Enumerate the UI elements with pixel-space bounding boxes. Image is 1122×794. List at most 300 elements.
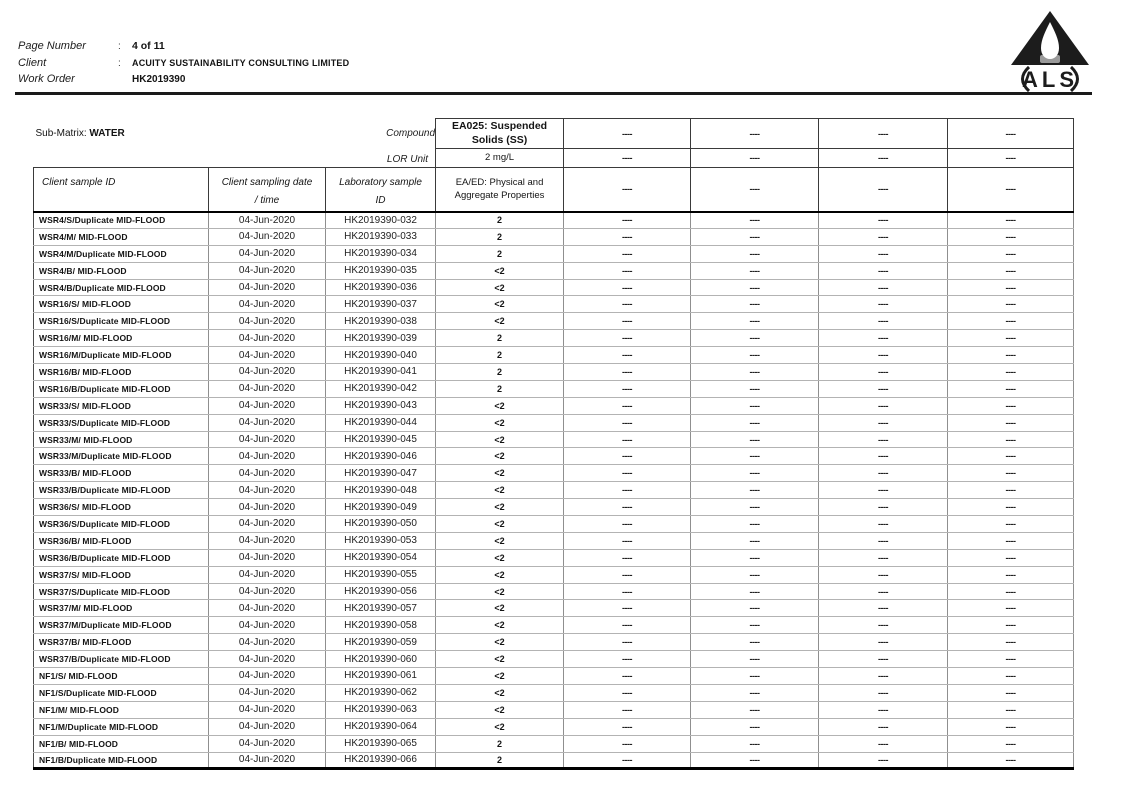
- dash-cell: ----: [948, 465, 1074, 482]
- dash-cell: ----: [691, 465, 819, 482]
- sampling-date-cell: 04-Jun-2020: [209, 245, 326, 262]
- result-value-cell: 2: [436, 364, 564, 381]
- dash-cell: ----: [564, 718, 691, 735]
- table-row: [34, 617, 1074, 634]
- sampling-date-cell: 04-Jun-2020: [209, 228, 326, 245]
- lab-sample-id-cell: HK2019390-055: [326, 566, 436, 583]
- dash-cell: ----: [691, 499, 819, 516]
- dash-cell: ----: [691, 212, 819, 229]
- page-number-label: Page Number: [18, 40, 86, 52]
- client-sample-id-cell: WSR16/M/ MID-FLOOD: [34, 330, 209, 347]
- dash-cell: ----: [691, 330, 819, 347]
- dash-cell: ----: [948, 600, 1074, 617]
- client-sample-id-cell: WSR37/B/Duplicate MID-FLOOD: [34, 651, 209, 668]
- client-sample-id-cell: WSR16/B/Duplicate MID-FLOOD: [34, 380, 209, 397]
- column-header-row: [34, 167, 1074, 212]
- dash-cell: ----: [691, 431, 819, 448]
- table-row: [34, 516, 1074, 533]
- client-sample-id-cell: WSR33/S/Duplicate MID-FLOOD: [34, 414, 209, 431]
- sampling-date-cell: 04-Jun-2020: [209, 684, 326, 701]
- dash-cell: ----: [819, 566, 948, 583]
- client-sample-id-cell: WSR37/S/Duplicate MID-FLOOD: [34, 583, 209, 600]
- client-sample-id-cell: WSR37/M/ MID-FLOOD: [34, 600, 209, 617]
- client-sample-id-cell: WSR36/S/Duplicate MID-FLOOD: [34, 516, 209, 533]
- result-value-cell: <2: [436, 313, 564, 330]
- dash-cell: ----: [948, 499, 1074, 516]
- dash-cell: ----: [691, 279, 819, 296]
- lab-sample-id-cell: HK2019390-060: [326, 651, 436, 668]
- result-value-cell: <2: [436, 465, 564, 482]
- dash-cell: ----: [691, 701, 819, 718]
- lab-sample-id-cell: HK2019390-061: [326, 668, 436, 685]
- dash-cell: ----: [948, 347, 1074, 364]
- sampling-date-cell: 04-Jun-2020: [209, 212, 326, 229]
- client-sample-id-cell: WSR33/B/Duplicate MID-FLOOD: [34, 482, 209, 499]
- analyte-lor-cell: 2 mg/L: [436, 149, 564, 168]
- dash-cell: ----: [819, 651, 948, 668]
- lab-sample-header-line2: ID: [375, 195, 386, 206]
- table-row: [34, 414, 1074, 431]
- results-table: [33, 118, 1074, 770]
- empty-compound-cell: ----: [948, 119, 1074, 149]
- dash-cell: ----: [819, 364, 948, 381]
- dash-cell: ----: [819, 516, 948, 533]
- table-row: [34, 549, 1074, 566]
- dash-cell: ----: [948, 397, 1074, 414]
- table-row: [34, 566, 1074, 583]
- dash-cell: ----: [564, 212, 691, 229]
- result-value-cell: 2: [436, 735, 564, 752]
- sampling-date-cell: 04-Jun-2020: [209, 566, 326, 583]
- dash-cell: ----: [819, 617, 948, 634]
- client-sample-id-cell: WSR16/B/ MID-FLOOD: [34, 364, 209, 381]
- lab-sample-id-cell: HK2019390-066: [326, 752, 436, 769]
- dash-cell: ----: [948, 380, 1074, 397]
- lab-sample-id-cell: HK2019390-033: [326, 228, 436, 245]
- result-value-cell: <2: [436, 279, 564, 296]
- result-value-cell: <2: [436, 532, 564, 549]
- dash-cell: ----: [948, 448, 1074, 465]
- dash-cell: ----: [948, 617, 1074, 634]
- empty-compound-cell: ----: [819, 119, 948, 149]
- dash-cell: ----: [948, 583, 1074, 600]
- client-sample-id-cell: WSR36/B/ MID-FLOOD: [34, 532, 209, 549]
- client-sample-id-cell: WSR33/B/ MID-FLOOD: [34, 465, 209, 482]
- empty-method-cell: ----: [819, 167, 948, 212]
- lor-unit-row: [34, 149, 1074, 168]
- dash-cell: ----: [691, 448, 819, 465]
- dash-cell: ----: [691, 600, 819, 617]
- table-row: [34, 752, 1074, 769]
- analyte-method-cell: [436, 167, 564, 212]
- client-sample-id-cell: NF1/S/Duplicate MID-FLOOD: [34, 684, 209, 701]
- dash-cell: ----: [819, 668, 948, 685]
- dash-cell: ----: [819, 448, 948, 465]
- dash-cell: ----: [564, 448, 691, 465]
- lab-sample-id-cell: HK2019390-047: [326, 465, 436, 482]
- table-row: [34, 228, 1074, 245]
- sub-matrix-label: Sub-Matrix:: [35, 128, 87, 139]
- dash-cell: ----: [819, 397, 948, 414]
- sampling-date-cell: 04-Jun-2020: [209, 414, 326, 431]
- sampling-date-cell: 04-Jun-2020: [209, 549, 326, 566]
- client-sample-id-cell: WSR33/M/Duplicate MID-FLOOD: [34, 448, 209, 465]
- lab-sample-id-cell: HK2019390-065: [326, 735, 436, 752]
- als-logo: [1000, 8, 1100, 92]
- submatrix-compound-cell: [34, 119, 436, 149]
- dash-cell: ----: [691, 684, 819, 701]
- dash-cell: ----: [819, 414, 948, 431]
- client-sample-id-cell: WSR36/S/ MID-FLOOD: [34, 499, 209, 516]
- empty-lor-cell: ----: [819, 149, 948, 168]
- client-sample-id-cell: NF1/S/ MID-FLOOD: [34, 668, 209, 685]
- table-row: [34, 499, 1074, 516]
- page-info-block: [18, 40, 349, 90]
- dash-cell: ----: [819, 313, 948, 330]
- dash-cell: ----: [819, 600, 948, 617]
- sampling-date-cell: 04-Jun-2020: [209, 380, 326, 397]
- dash-cell: ----: [691, 245, 819, 262]
- result-value-cell: <2: [436, 634, 564, 651]
- client-sample-id-cell: NF1/B/Duplicate MID-FLOOD: [34, 752, 209, 769]
- lab-sample-id-cell: HK2019390-049: [326, 499, 436, 516]
- dash-cell: ----: [564, 634, 691, 651]
- lab-sample-id-cell: HK2019390-053: [326, 532, 436, 549]
- sampling-date-cell: 04-Jun-2020: [209, 279, 326, 296]
- dash-cell: ----: [691, 296, 819, 313]
- table-row: [34, 330, 1074, 347]
- result-value-cell: 2: [436, 228, 564, 245]
- lab-sample-id-cell: HK2019390-042: [326, 380, 436, 397]
- table-row: [34, 532, 1074, 549]
- dash-cell: ----: [564, 701, 691, 718]
- table-row: [34, 583, 1074, 600]
- dash-cell: ----: [819, 245, 948, 262]
- lab-sample-id-cell: HK2019390-045: [326, 431, 436, 448]
- client-sample-id-cell: WSR4/M/Duplicate MID-FLOOD: [34, 245, 209, 262]
- dash-cell: ----: [691, 583, 819, 600]
- dash-cell: ----: [948, 431, 1074, 448]
- dash-cell: ----: [564, 262, 691, 279]
- sampling-date-cell: 04-Jun-2020: [209, 330, 326, 347]
- sampling-date-cell: 04-Jun-2020: [209, 347, 326, 364]
- dash-cell: ----: [819, 499, 948, 516]
- client-value: ACUITY SUSTAINABILITY CONSULTING LIMITED: [132, 57, 350, 68]
- analyte-title-line1: EA025: Suspended: [451, 119, 548, 132]
- sampling-date-cell: 04-Jun-2020: [209, 431, 326, 448]
- dash-cell: ----: [691, 735, 819, 752]
- lab-sample-id-cell: HK2019390-039: [326, 330, 436, 347]
- dash-cell: ----: [819, 684, 948, 701]
- table-row: [34, 397, 1074, 414]
- table-row: [34, 684, 1074, 701]
- dash-cell: ----: [691, 752, 819, 769]
- sampling-date-cell: 04-Jun-2020: [209, 296, 326, 313]
- dash-cell: ----: [948, 718, 1074, 735]
- compound-label: Compound: [386, 128, 436, 139]
- result-value-cell: <2: [436, 600, 564, 617]
- dash-cell: ----: [564, 549, 691, 566]
- result-value-cell: <2: [436, 516, 564, 533]
- dash-cell: ----: [819, 380, 948, 397]
- lab-sample-id-cell: HK2019390-046: [326, 448, 436, 465]
- table-row: [34, 600, 1074, 617]
- dash-cell: ----: [564, 380, 691, 397]
- dash-cell: ----: [691, 516, 819, 533]
- lor-unit-label-cell: [34, 149, 436, 168]
- table-row: [34, 313, 1074, 330]
- client-sample-id-cell: WSR4/M/ MID-FLOOD: [34, 228, 209, 245]
- client-colon: :: [118, 57, 121, 69]
- dash-cell: ----: [948, 566, 1074, 583]
- empty-lor-cell: ----: [691, 149, 819, 168]
- dash-cell: ----: [691, 634, 819, 651]
- table-row: [34, 347, 1074, 364]
- result-value-cell: <2: [436, 397, 564, 414]
- result-value-cell: <2: [436, 296, 564, 313]
- dash-cell: ----: [948, 364, 1074, 381]
- result-value-cell: <2: [436, 718, 564, 735]
- lab-sample-id-cell: HK2019390-040: [326, 347, 436, 364]
- sampling-date-cell: 04-Jun-2020: [209, 718, 326, 735]
- client-sample-id-cell: NF1/B/ MID-FLOOD: [34, 735, 209, 752]
- sampling-date-cell: 04-Jun-2020: [209, 448, 326, 465]
- dash-cell: ----: [819, 431, 948, 448]
- dash-cell: ----: [948, 701, 1074, 718]
- dash-cell: ----: [948, 330, 1074, 347]
- dash-cell: ----: [819, 532, 948, 549]
- result-value-cell: 2: [436, 380, 564, 397]
- lab-sample-id-cell: HK2019390-035: [326, 262, 436, 279]
- dash-cell: ----: [564, 347, 691, 364]
- result-value-cell: <2: [436, 482, 564, 499]
- table-row: [34, 634, 1074, 651]
- client-sample-id-header: Client sample ID: [34, 167, 209, 212]
- dash-cell: ----: [564, 617, 691, 634]
- dash-cell: ----: [691, 482, 819, 499]
- sampling-date-cell: 04-Jun-2020: [209, 583, 326, 600]
- dash-cell: ----: [564, 364, 691, 381]
- client-sample-id-cell: WSR16/S/Duplicate MID-FLOOD: [34, 313, 209, 330]
- results-table-body: [34, 212, 1074, 769]
- dash-cell: ----: [819, 228, 948, 245]
- sub-matrix-value: WATER: [89, 128, 125, 139]
- svg-text:ALS: ALS: [1022, 67, 1078, 92]
- result-value-cell: <2: [436, 651, 564, 668]
- client-sample-id-cell: WSR37/B/ MID-FLOOD: [34, 634, 209, 651]
- sampling-date-cell: 04-Jun-2020: [209, 735, 326, 752]
- result-value-cell: <2: [436, 566, 564, 583]
- table-row: [34, 718, 1074, 735]
- lab-sample-id-cell: HK2019390-056: [326, 583, 436, 600]
- result-value-cell: 2: [436, 752, 564, 769]
- work-order-row: [18, 73, 349, 90]
- dash-cell: ----: [819, 296, 948, 313]
- client-sample-id-cell: WSR4/S/Duplicate MID-FLOOD: [34, 212, 209, 229]
- sampling-date-cell: 04-Jun-2020: [209, 532, 326, 549]
- lab-sample-id-cell: HK2019390-034: [326, 245, 436, 262]
- dash-cell: ----: [948, 279, 1074, 296]
- result-value-cell: <2: [436, 583, 564, 600]
- lor-unit-label: LOR Unit: [386, 153, 429, 165]
- result-value-cell: <2: [436, 617, 564, 634]
- result-value-cell: <2: [436, 701, 564, 718]
- dash-cell: ----: [564, 566, 691, 583]
- dash-cell: ----: [819, 735, 948, 752]
- lab-sample-id-cell: HK2019390-059: [326, 634, 436, 651]
- sub-matrix-text: [34, 128, 125, 139]
- dash-cell: ----: [691, 262, 819, 279]
- dash-cell: ----: [819, 212, 948, 229]
- empty-method-cell: ----: [564, 167, 691, 212]
- client-sample-id-cell: WSR37/M/Duplicate MID-FLOOD: [34, 617, 209, 634]
- client-sample-id-cell: WSR36/B/Duplicate MID-FLOOD: [34, 549, 209, 566]
- dash-cell: ----: [564, 668, 691, 685]
- sampling-date-cell: 04-Jun-2020: [209, 701, 326, 718]
- client-sample-id-cell: NF1/M/Duplicate MID-FLOOD: [34, 718, 209, 735]
- client-sample-id-cell: WSR4/B/ MID-FLOOD: [34, 262, 209, 279]
- client-sample-id-cell: NF1/M/ MID-FLOOD: [34, 701, 209, 718]
- dash-cell: ----: [564, 431, 691, 448]
- dash-cell: ----: [819, 330, 948, 347]
- dash-cell: ----: [948, 414, 1074, 431]
- empty-method-cell: ----: [691, 167, 819, 212]
- dash-cell: ----: [948, 516, 1074, 533]
- client-sample-id-cell: WSR16/M/Duplicate MID-FLOOD: [34, 347, 209, 364]
- lab-sample-id-cell: HK2019390-057: [326, 600, 436, 617]
- dash-cell: ----: [819, 701, 948, 718]
- table-row: [34, 465, 1074, 482]
- analyte-method-line1: EA/ED: Physical and: [455, 176, 544, 188]
- client-label: Client: [18, 56, 47, 69]
- dash-cell: ----: [948, 296, 1074, 313]
- dash-cell: ----: [819, 583, 948, 600]
- sampling-date-cell: 04-Jun-2020: [209, 752, 326, 769]
- dash-cell: ----: [564, 465, 691, 482]
- sampling-date-cell: 04-Jun-2020: [209, 397, 326, 414]
- page-number-value: 4 of 11: [132, 40, 165, 52]
- result-value-cell: 2: [436, 245, 564, 262]
- analyte-method-line2: Aggregate Properties: [454, 190, 545, 201]
- dash-cell: ----: [948, 735, 1074, 752]
- dash-cell: ----: [948, 684, 1074, 701]
- dash-cell: ----: [948, 245, 1074, 262]
- sampling-date-cell: 04-Jun-2020: [209, 634, 326, 651]
- dash-cell: ----: [564, 313, 691, 330]
- empty-lor-cell: ----: [564, 149, 691, 168]
- analyte-title-line2: Solids (SS): [471, 133, 528, 146]
- lab-sample-id-header: [326, 167, 436, 212]
- dash-cell: ----: [691, 532, 819, 549]
- lab-sample-id-cell: HK2019390-064: [326, 718, 436, 735]
- header-divider-rule: [15, 92, 1092, 95]
- table-row: [34, 245, 1074, 262]
- dash-cell: ----: [948, 262, 1074, 279]
- lab-sample-id-cell: HK2019390-032: [326, 212, 436, 229]
- dash-cell: ----: [691, 617, 819, 634]
- sampling-date-cell: 04-Jun-2020: [209, 600, 326, 617]
- dash-cell: ----: [691, 566, 819, 583]
- result-value-cell: <2: [436, 684, 564, 701]
- dash-cell: ----: [691, 347, 819, 364]
- sampling-date-cell: 04-Jun-2020: [209, 465, 326, 482]
- sampling-date-header-line1: Client sampling date: [221, 176, 313, 188]
- dash-cell: ----: [691, 364, 819, 381]
- client-sample-id-cell: WSR33/S/ MID-FLOOD: [34, 397, 209, 414]
- als-logo-icon: [1000, 8, 1100, 92]
- empty-lor-cell: ----: [948, 149, 1074, 168]
- lab-sample-id-cell: HK2019390-050: [326, 516, 436, 533]
- lab-sample-id-cell: HK2019390-044: [326, 414, 436, 431]
- dash-cell: ----: [948, 549, 1074, 566]
- sampling-date-cell: 04-Jun-2020: [209, 668, 326, 685]
- empty-compound-cell: ----: [564, 119, 691, 149]
- dash-cell: ----: [564, 245, 691, 262]
- sampling-date-cell: 04-Jun-2020: [209, 313, 326, 330]
- lab-sample-id-cell: HK2019390-041: [326, 364, 436, 381]
- analyte-title-cell: [436, 119, 564, 149]
- dash-cell: ----: [564, 684, 691, 701]
- dash-cell: ----: [564, 735, 691, 752]
- dash-cell: ----: [948, 668, 1074, 685]
- work-order-value: HK2019390: [132, 74, 186, 85]
- client-sample-id-cell: WSR4/B/Duplicate MID-FLOOD: [34, 279, 209, 296]
- lab-sample-id-cell: HK2019390-036: [326, 279, 436, 296]
- compound-header-row: [34, 119, 1074, 149]
- dash-cell: ----: [819, 634, 948, 651]
- page-number-row: [18, 40, 349, 57]
- sampling-date-cell: 04-Jun-2020: [209, 499, 326, 516]
- lab-sample-id-cell: HK2019390-038: [326, 313, 436, 330]
- lab-sample-id-cell: HK2019390-037: [326, 296, 436, 313]
- dash-cell: ----: [564, 600, 691, 617]
- dash-cell: ----: [564, 397, 691, 414]
- dash-cell: ----: [564, 651, 691, 668]
- table-row: [34, 296, 1074, 313]
- result-value-cell: <2: [436, 499, 564, 516]
- client-sample-id-cell: WSR37/S/ MID-FLOOD: [34, 566, 209, 583]
- dash-cell: ----: [691, 651, 819, 668]
- dash-cell: ----: [564, 296, 691, 313]
- sampling-date-cell: 04-Jun-2020: [209, 516, 326, 533]
- table-row: [34, 279, 1074, 296]
- lab-sample-id-cell: HK2019390-054: [326, 549, 436, 566]
- dash-cell: ----: [819, 549, 948, 566]
- dash-cell: ----: [819, 465, 948, 482]
- dash-cell: ----: [691, 668, 819, 685]
- table-row: [34, 668, 1074, 685]
- dash-cell: ----: [948, 212, 1074, 229]
- sampling-date-cell: 04-Jun-2020: [209, 482, 326, 499]
- page-number-colon: :: [118, 41, 121, 52]
- dash-cell: ----: [819, 262, 948, 279]
- dash-cell: ----: [564, 228, 691, 245]
- result-value-cell: 2: [436, 212, 564, 229]
- sampling-date-cell: 04-Jun-2020: [209, 651, 326, 668]
- dash-cell: ----: [564, 414, 691, 431]
- result-value-cell: <2: [436, 549, 564, 566]
- dash-cell: ----: [691, 414, 819, 431]
- dash-cell: ----: [691, 228, 819, 245]
- dash-cell: ----: [819, 347, 948, 364]
- lab-sample-header-line1: Laboratory sample: [339, 176, 422, 188]
- table-row: [34, 364, 1074, 381]
- lab-sample-id-cell: HK2019390-058: [326, 617, 436, 634]
- dash-cell: ----: [819, 279, 948, 296]
- dash-cell: ----: [691, 313, 819, 330]
- table-row: [34, 448, 1074, 465]
- table-row: [34, 482, 1074, 499]
